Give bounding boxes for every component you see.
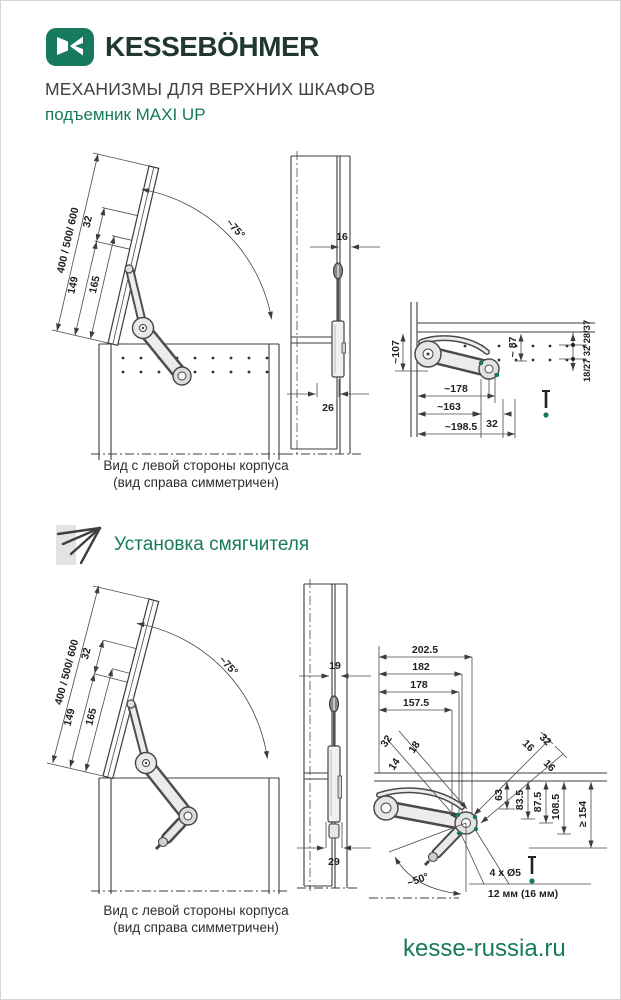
dim-label-165-2: 165 bbox=[83, 706, 100, 727]
side-view-drawing-2 bbox=[47, 586, 287, 894]
dim-label-149-2: 149 bbox=[61, 707, 78, 728]
dim-label-63: 63 bbox=[493, 789, 505, 801]
lift-rod-with-damper bbox=[328, 696, 342, 838]
dim-label-diag-14: 14 bbox=[386, 756, 403, 773]
website-link[interactable]: kesse-russia.ru bbox=[403, 935, 566, 962]
screw-icon bbox=[542, 391, 550, 418]
dim-label-32-2: 32 bbox=[79, 646, 94, 661]
brand-header bbox=[45, 27, 319, 67]
arm-detail-mechanism bbox=[374, 790, 478, 865]
lift-rod-mechanism bbox=[332, 263, 346, 377]
arm-plan-mechanism bbox=[415, 338, 499, 379]
dim-label-198: ~198.5 bbox=[444, 421, 478, 433]
caption-line2: (вид справа симметричен) bbox=[113, 474, 279, 490]
front-view-drawing bbox=[284, 151, 380, 457]
dim-label-16: 16 bbox=[336, 231, 348, 243]
dim-label-178-2: 178 bbox=[410, 679, 428, 691]
dim-label-diag-32b: 32 bbox=[536, 731, 554, 749]
dim-label-diag-16a: 16 bbox=[519, 737, 537, 755]
lift-arm-with-damper bbox=[127, 700, 197, 849]
dim-label-door-length: 400 / 500/ 600 bbox=[54, 206, 82, 275]
dim-label-182: 182 bbox=[412, 661, 430, 673]
dim-label-damper-angle: ~50° bbox=[405, 870, 431, 890]
brand-name: KESSEBÖHMER bbox=[105, 31, 319, 62]
dim-label-149: 149 bbox=[65, 275, 81, 296]
maxiup-dimension-drawing bbox=[29, 147, 595, 465]
dim-label-1085: 108.5 bbox=[550, 793, 562, 821]
damper-detail-drawing bbox=[369, 644, 607, 900]
panel-thickness-label: 12 мм (16 мм) bbox=[487, 888, 559, 900]
side-view-drawing bbox=[52, 153, 287, 460]
dim-label-165: 165 bbox=[86, 274, 103, 295]
dim-label-26: 26 bbox=[322, 402, 334, 414]
dim-label-163: ~163 bbox=[437, 401, 461, 413]
shelf-hole-rows bbox=[122, 357, 269, 374]
page-title: МЕХАНИЗМЫ ДЛЯ ВЕРХНИХ ШКАФОВ bbox=[45, 79, 376, 99]
caption2-line1: Вид с левой стороны корпуса bbox=[103, 903, 289, 918]
kesseboehmer-logo-icon bbox=[45, 27, 95, 67]
dim-label-diag-18: 18 bbox=[406, 739, 423, 756]
front-view-drawing-2 bbox=[297, 579, 371, 891]
caption-line1: Вид с левой стороны корпуса bbox=[103, 458, 289, 473]
softclose-dimension-drawing bbox=[29, 576, 609, 906]
lift-arm-mechanism bbox=[125, 265, 191, 385]
dim-label-diag-16b: 16 bbox=[540, 757, 558, 775]
screw-count-label: 4 x Ø5 bbox=[489, 867, 521, 879]
soft-close-icon bbox=[56, 525, 104, 565]
dim-label-875: 87.5 bbox=[532, 791, 544, 813]
screw-icon-2 bbox=[528, 857, 536, 884]
dim-label-1575: 157.5 bbox=[402, 697, 430, 709]
dim-label-19: 19 bbox=[329, 660, 341, 672]
dim-label-hole-row: 18/27 32 28/37 bbox=[582, 319, 592, 383]
dim-label-opening-angle: ~75° bbox=[223, 216, 248, 242]
softclose-section-header bbox=[56, 525, 309, 565]
dim-label-178: ~178 bbox=[444, 383, 468, 395]
dim-label-2025: 202.5 bbox=[411, 644, 439, 656]
dim-label-107: ~107 bbox=[390, 340, 402, 364]
dim-label-32-plan: 32 bbox=[486, 418, 498, 430]
caption2-line2: (вид справа симметричен) bbox=[113, 919, 279, 935]
plan-view-drawing bbox=[390, 302, 595, 438]
dim-label-87: ~ 87 bbox=[507, 336, 519, 358]
drawing-caption-2 bbox=[86, 903, 306, 937]
dim-label-835: 83.5 bbox=[514, 789, 526, 811]
softclose-title: Установка смягчителя bbox=[114, 534, 310, 555]
dim-label-154: ≥ 154 bbox=[577, 800, 589, 828]
drawing-caption bbox=[86, 458, 306, 492]
dim-label-diag-32: 32 bbox=[378, 733, 395, 750]
dim-label-opening-angle-2: ~75° bbox=[216, 653, 241, 679]
page-subtitle: подъемник MAXI UP bbox=[45, 105, 206, 124]
dim-label-29: 29 bbox=[328, 856, 340, 868]
dim-label-32: 32 bbox=[80, 214, 96, 229]
dim-label-door-length-2: 400 / 500/ 600 bbox=[52, 638, 82, 707]
